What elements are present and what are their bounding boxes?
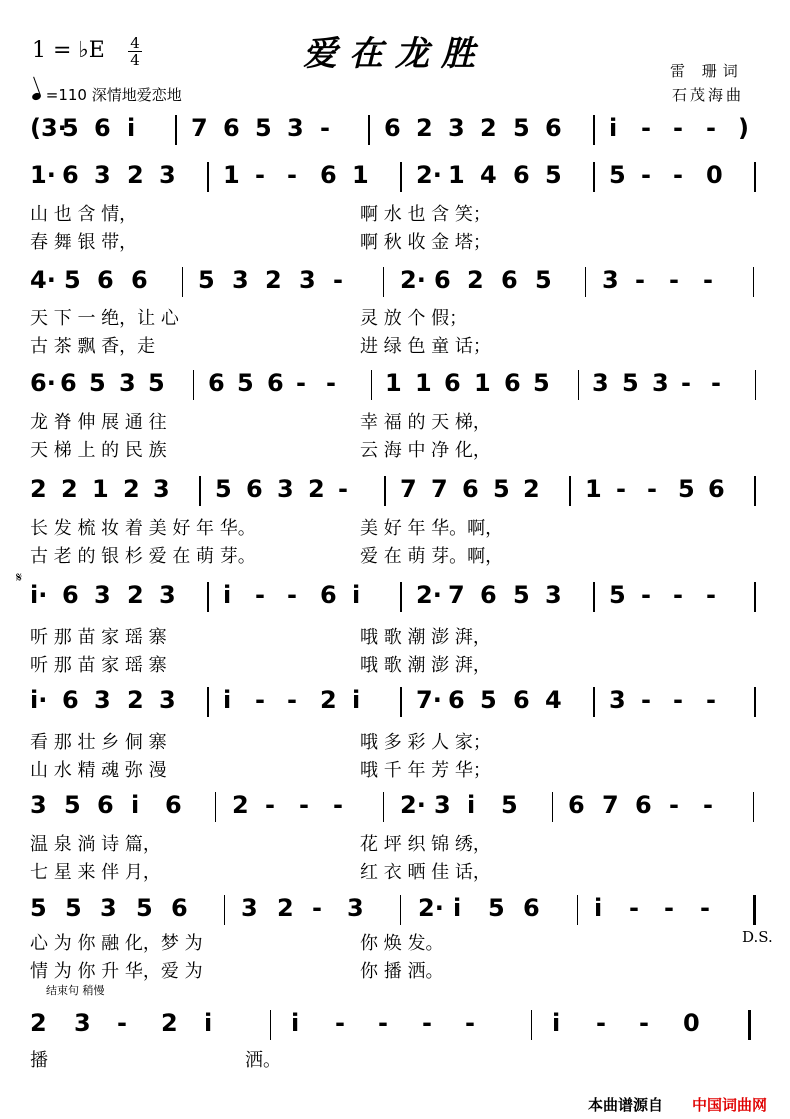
note: -: [664, 894, 674, 922]
note: 6: [320, 581, 337, 609]
lyric-segment: 情 为 你 升 华，爱 为: [30, 961, 203, 982]
note: -: [641, 581, 651, 609]
note: 6: [62, 686, 79, 714]
note: 5: [501, 791, 518, 819]
note: 4: [480, 161, 497, 189]
barline: [754, 162, 756, 192]
notation-row: [30, 685, 770, 721]
lyric-segment: 云 海 中 净 化，: [360, 440, 491, 461]
lyric-segment: 七 星 来 伴 月，: [30, 862, 161, 883]
note: -: [711, 369, 721, 397]
lyric-line: [30, 542, 770, 566]
note: -: [287, 686, 297, 714]
note: 6: [94, 114, 111, 142]
note: 2: [320, 686, 337, 714]
note: 5: [480, 686, 497, 714]
lyric-segment: 听 那 苗 家 瑶 寨: [30, 655, 167, 676]
barline: [585, 267, 587, 297]
note: 4·: [30, 266, 56, 294]
note: 6: [513, 161, 530, 189]
note: 3: [119, 369, 136, 397]
tempo-text: =110 深情地爱恋地: [45, 86, 182, 104]
note: 6: [384, 114, 401, 142]
note: i: [127, 114, 136, 142]
note: 6: [62, 161, 79, 189]
note: -: [265, 791, 275, 819]
note: -: [287, 161, 297, 189]
note: 5: [62, 114, 79, 142]
note: 5: [237, 369, 254, 397]
note: 3: [347, 894, 364, 922]
note: 3: [545, 581, 562, 609]
note: 1: [385, 369, 402, 397]
note: 2: [523, 475, 540, 503]
note: 5: [488, 894, 505, 922]
barline: [182, 267, 184, 297]
note: i: [223, 581, 232, 609]
note: -: [669, 791, 679, 819]
time-signature: [128, 36, 142, 67]
note: 1: [585, 475, 602, 503]
note: i: [204, 1009, 213, 1037]
note: (3·: [30, 114, 67, 142]
note: 6: [513, 686, 530, 714]
note: 6: [267, 369, 284, 397]
lyric-line: [30, 228, 770, 252]
note: -: [629, 894, 639, 922]
note: 3: [277, 475, 294, 503]
note: -: [703, 791, 713, 819]
note: -: [465, 1009, 475, 1037]
note: -: [338, 475, 348, 503]
barline: [753, 792, 755, 822]
barline: [371, 370, 373, 400]
note: 7: [191, 114, 208, 142]
barline: [383, 267, 385, 297]
note: -: [681, 369, 691, 397]
barline: [207, 687, 209, 717]
note: -: [673, 161, 683, 189]
note: 3: [159, 161, 176, 189]
barline: [552, 792, 554, 822]
barline: [569, 476, 571, 506]
note: i: [131, 791, 140, 819]
note: i·: [30, 581, 48, 609]
notation-row: [30, 160, 770, 196]
note: 3: [232, 266, 249, 294]
note: 7: [400, 475, 417, 503]
lyric-segment: 哦 千 年 芳 华；: [360, 760, 491, 781]
lyric-segment: 美 好 年 华。啊，: [360, 518, 504, 539]
note: 2: [480, 114, 497, 142]
note: 2: [277, 894, 294, 922]
lyric-segment: 啊 水 也 含 笑；: [360, 204, 491, 225]
note: 1: [448, 161, 465, 189]
lyric-line: [30, 304, 770, 328]
note: 0: [683, 1009, 700, 1037]
note: 0: [706, 161, 723, 189]
note: -: [669, 266, 679, 294]
lyric-line: [30, 929, 770, 953]
notation-row: [30, 790, 770, 826]
note: 2: [30, 1009, 47, 1037]
note: 2: [467, 266, 484, 294]
barline: [193, 370, 195, 400]
note: 5: [89, 369, 106, 397]
barline: [755, 370, 757, 400]
ending-tempo-note: 结束句 稍慢: [46, 984, 105, 997]
lyric-line: [30, 200, 770, 224]
note: 2: [127, 161, 144, 189]
note: 2: [30, 475, 47, 503]
source-link[interactable]: 中国词曲网: [692, 1096, 768, 1114]
note: -: [335, 1009, 345, 1037]
lyric-line: [30, 830, 770, 854]
note: 2·: [416, 581, 442, 609]
note: 6: [223, 114, 240, 142]
song-title: 爱在龙胜: [303, 34, 487, 74]
note: -: [641, 686, 651, 714]
lyric-segment: 红 衣 晒 佳 话，: [360, 862, 491, 883]
barline: [368, 115, 370, 145]
barline: [400, 687, 402, 717]
lyric-line: [30, 436, 770, 460]
lyric-segment: 啊 秋 收 金 塔；: [360, 232, 491, 253]
note: i: [223, 686, 232, 714]
note: 2: [123, 475, 140, 503]
note: 5: [30, 894, 47, 922]
barline: [400, 162, 402, 192]
note: 5: [65, 894, 82, 922]
note: 6: [545, 114, 562, 142]
note: 5: [215, 475, 232, 503]
note: 4: [545, 686, 562, 714]
note: -: [706, 686, 716, 714]
lyric-line: [30, 756, 770, 780]
barline: [593, 162, 595, 192]
lyric-segment: 爱 在 萌 芽。啊，: [360, 546, 504, 567]
note: 5: [545, 161, 562, 189]
note: 2: [232, 791, 249, 819]
note: 3: [30, 791, 47, 819]
note: 2: [127, 686, 144, 714]
note: 5: [136, 894, 153, 922]
note: 6: [444, 369, 461, 397]
time-top: 4: [130, 34, 140, 52]
note: i: [552, 1009, 561, 1037]
note: 3: [94, 686, 111, 714]
lyric-segment: 洒。: [245, 1050, 281, 1071]
lyric-segment: 你 播 洒。: [360, 961, 444, 982]
note: 3: [241, 894, 258, 922]
note: 3: [592, 369, 609, 397]
note: 2: [308, 475, 325, 503]
source-label: 本曲谱源自: [588, 1096, 664, 1114]
lyric-segment: 看 那 壮 乡 侗 寨: [30, 732, 167, 753]
note: 5: [513, 581, 530, 609]
note: -: [596, 1009, 606, 1037]
barline: [400, 895, 402, 925]
lyric-segment: 龙 脊 伸 展 通 往: [30, 412, 167, 433]
note: i: [352, 686, 361, 714]
barline: [754, 582, 756, 612]
lyric-segment: 听 那 苗 家 瑶 寨: [30, 627, 167, 648]
note: 6: [171, 894, 188, 922]
barline: [207, 162, 209, 192]
note: i: [291, 1009, 300, 1037]
barline: [270, 1010, 272, 1040]
note: 5: [533, 369, 550, 397]
lyric-segment: 哦 歌 潮 澎 湃，: [360, 655, 491, 676]
lyric-line: [30, 623, 770, 647]
lyric-segment: 长 发 梳 妆 着 美 好 年 华。: [30, 518, 256, 539]
note: 5: [255, 114, 272, 142]
note: i: [352, 581, 361, 609]
key-signature: 1 = ♭E: [32, 38, 105, 63]
note: i: [609, 114, 618, 142]
lyric-line: [30, 651, 770, 675]
barline: [224, 895, 226, 925]
note: 3: [448, 114, 465, 142]
note: -: [673, 581, 683, 609]
note: 7: [602, 791, 619, 819]
note: -: [326, 369, 336, 397]
note: 2·: [416, 161, 442, 189]
tempo-marking: [32, 84, 182, 105]
barline: [753, 267, 755, 297]
barline: [754, 476, 756, 506]
lyric-segment: 山 也 含 情，: [30, 204, 138, 225]
note: 6: [635, 791, 652, 819]
notation-row: [30, 265, 770, 301]
note: -: [639, 1009, 649, 1037]
note: 3: [159, 581, 176, 609]
note: 6: [131, 266, 148, 294]
note: 3: [652, 369, 669, 397]
note: 5: [64, 266, 81, 294]
lyric-segment: 灵 放 个 假；: [360, 308, 468, 329]
barline: [748, 1010, 751, 1040]
note: 2: [265, 266, 282, 294]
note: 1: [223, 161, 240, 189]
note: 1: [352, 161, 369, 189]
note: 6: [62, 581, 79, 609]
note: 6: [208, 369, 225, 397]
note: 6: [462, 475, 479, 503]
note: 2: [161, 1009, 178, 1037]
note: 7: [431, 475, 448, 503]
note: -: [299, 791, 309, 819]
lyric-segment: 古 茶 飘 香，走: [30, 336, 156, 357]
lyric-line: [30, 957, 770, 981]
lyric-segment: 山 水 精 魂 弥 漫: [30, 760, 167, 781]
note: 3: [74, 1009, 91, 1037]
lyric-segment: 春 舞 银 带，: [30, 232, 138, 253]
note: 2: [416, 114, 433, 142]
barline: [593, 582, 595, 612]
note: -: [422, 1009, 432, 1037]
note: -: [333, 266, 343, 294]
note: 3: [153, 475, 170, 503]
lyric-segment: 哦 歌 潮 澎 湃，: [360, 627, 491, 648]
note: -: [703, 266, 713, 294]
lyric-segment: 天 梯 上 的 民 族: [30, 440, 167, 461]
note: 5: [64, 791, 81, 819]
note: -: [312, 894, 322, 922]
lyric-line: [30, 514, 770, 538]
quarter-note-icon: [31, 92, 42, 102]
note: 3: [602, 266, 619, 294]
note: -: [296, 369, 306, 397]
note: 1: [474, 369, 491, 397]
barline: [754, 687, 756, 717]
notation-row: [30, 1008, 770, 1044]
note: -: [635, 266, 645, 294]
lyricist-credit: 雷 珊词: [670, 62, 744, 80]
time-bottom: 4: [130, 51, 140, 69]
lyric-segment: 播: [30, 1050, 48, 1071]
lyric-segment: 古 老 的 银 杉 爱 在 萌 芽。: [30, 546, 256, 567]
note: 6: [504, 369, 521, 397]
note: 7: [448, 581, 465, 609]
note: 5: [535, 266, 552, 294]
note: -: [641, 161, 651, 189]
lyric-segment: 心 为 你 融 化，梦 为: [30, 933, 203, 954]
lyric-line: [30, 1046, 770, 1070]
note: 6: [708, 475, 725, 503]
note: ): [738, 114, 749, 142]
note: 6: [501, 266, 518, 294]
note: 1: [92, 475, 109, 503]
lyric-segment: 天 下 一 绝，让 心: [30, 308, 179, 329]
lyric-segment: 幸 福 的 天 梯，: [360, 412, 491, 433]
note: -: [378, 1009, 388, 1037]
note: 3: [159, 686, 176, 714]
note: -: [333, 791, 343, 819]
note: -: [287, 581, 297, 609]
note: -: [673, 686, 683, 714]
note: i: [453, 894, 462, 922]
note: -: [255, 581, 265, 609]
lyric-line: [30, 332, 770, 356]
note: 2·: [400, 791, 426, 819]
note: -: [647, 475, 657, 503]
notation-row: [30, 474, 770, 510]
note: i·: [30, 686, 48, 714]
note: -: [255, 161, 265, 189]
note: -: [320, 114, 330, 142]
note: -: [673, 114, 683, 142]
notation-row: [30, 113, 770, 149]
ds-mark: D.S.: [742, 928, 773, 946]
barline: [384, 476, 386, 506]
note: 6: [97, 791, 114, 819]
lyric-segment: 进 绿 色 童 话；: [360, 336, 491, 357]
note: 6: [568, 791, 585, 819]
note: 2·: [418, 894, 444, 922]
barline: [207, 582, 209, 612]
note: -: [255, 686, 265, 714]
barline: [215, 792, 217, 822]
barline: [593, 687, 595, 717]
barline: [383, 792, 385, 822]
lyric-segment: 花 坪 织 锦 绣，: [360, 834, 491, 855]
barline: [199, 476, 201, 506]
note: 3: [94, 581, 111, 609]
lyric-segment: 温 泉 淌 诗 篇，: [30, 834, 161, 855]
lyric-line: [30, 728, 770, 752]
lyric-line: [30, 408, 770, 432]
note: 5: [513, 114, 530, 142]
note: -: [706, 114, 716, 142]
note: -: [700, 894, 710, 922]
note: -: [616, 475, 626, 503]
composer-credit: 石茂海曲: [672, 86, 745, 104]
note: 1·: [30, 161, 56, 189]
lyric-segment: 哦 多 彩 人 家；: [360, 732, 491, 753]
note: 5: [609, 581, 626, 609]
note: 3: [287, 114, 304, 142]
note: 6: [434, 266, 451, 294]
barline: [577, 895, 579, 925]
barline: [753, 895, 756, 925]
barline: [175, 115, 177, 145]
note: 2: [61, 475, 78, 503]
notation-row: [30, 580, 770, 616]
note: i: [594, 894, 603, 922]
note: 3: [434, 791, 451, 819]
note: i: [467, 791, 476, 819]
note: 2·: [400, 266, 426, 294]
note: 6: [480, 581, 497, 609]
barline: [400, 582, 402, 612]
note: 5: [198, 266, 215, 294]
note: 6: [246, 475, 263, 503]
lyric-segment: 你 焕 发。: [360, 933, 444, 954]
note: 2: [127, 581, 144, 609]
notation-row: [30, 368, 770, 404]
note: 6: [97, 266, 114, 294]
note: 5: [148, 369, 165, 397]
note: 1: [415, 369, 432, 397]
note: 6: [448, 686, 465, 714]
note: -: [641, 114, 651, 142]
note: 3: [100, 894, 117, 922]
note: 6: [60, 369, 77, 397]
note: 3: [609, 686, 626, 714]
note: 3: [94, 161, 111, 189]
note: -: [706, 581, 716, 609]
lyric-line: [30, 858, 770, 882]
barline: [531, 1010, 533, 1040]
note: 5: [678, 475, 695, 503]
note: 6: [523, 894, 540, 922]
note: 5: [622, 369, 639, 397]
segno-mark: 𝄋: [16, 570, 23, 586]
note: -: [117, 1009, 127, 1037]
note: 7·: [416, 686, 442, 714]
note: 6·: [30, 369, 56, 397]
note: 5: [493, 475, 510, 503]
notation-row: [30, 893, 770, 929]
note: 6: [165, 791, 182, 819]
note: 3: [299, 266, 316, 294]
note: 5: [609, 161, 626, 189]
note: 6: [320, 161, 337, 189]
barline: [593, 115, 595, 145]
barline: [578, 370, 580, 400]
